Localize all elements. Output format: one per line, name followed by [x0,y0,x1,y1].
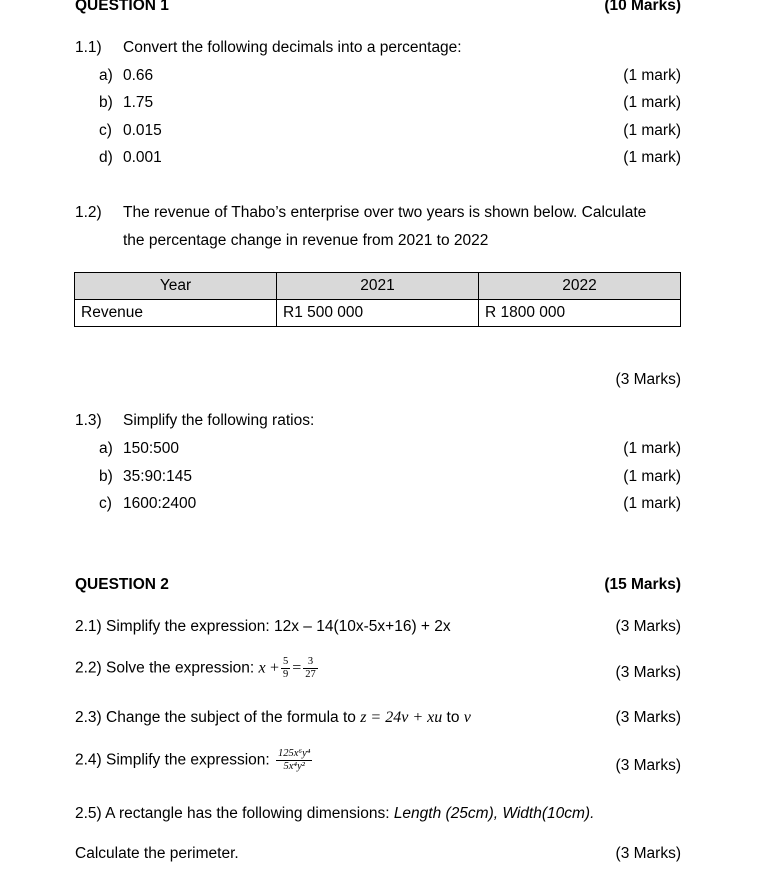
q2-5-text-line2: Calculate the perimeter. [75,845,239,862]
table-cell: R1 500 000 [277,300,479,327]
q1-3-item-letter: a) [99,440,113,457]
q1-3-item-mark: (1 mark) [623,495,681,512]
q1-1-item-value: 0.001 [123,149,162,166]
q1-3-text: Simplify the following ratios: [123,412,315,429]
q2-2-marks: (3 Marks) [615,664,681,681]
q2-2-line [75,656,320,681]
table-cell: R 1800 000 [479,300,681,327]
q1-3-item-mark: (1 mark) [623,440,681,457]
q1-3-item-letter: b) [99,468,113,485]
q2-3-text: 2.3) Change the subject of the formula to [75,709,361,726]
question-2-marks: (15 Marks) [604,576,681,593]
q1-1-item-mark: (1 mark) [623,122,681,139]
table-row [75,300,681,327]
q2-3-formula: z = 24v + xu [360,709,443,726]
q2-3-to: to [442,709,464,726]
q2-2-variable: x [258,659,266,677]
q2-2-text: 2.2) Solve the expression: [75,659,259,677]
q1-2-text-line1: The revenue of Thabo’s enterprise over two years is shown below. Calculate [123,204,647,221]
q2-1-text: 2.1) Simplify the expression: 12x – 14(10x-5x+16) + 2x [75,618,451,635]
q1-1-item-mark: (1 mark) [623,149,681,166]
revenue-table [74,272,681,327]
table-cell: Revenue [75,300,277,327]
q1-1-item-value: 0.66 [123,67,154,84]
q1-1-item-value: 1.75 [123,94,154,111]
q1-3-item-value: 35:90:145 [123,468,192,485]
fraction-numerator: 125x⁶y⁴ [278,748,311,759]
q1-1-text: Convert the following decimals into a percentage: [123,39,462,56]
q1-3-item-value: 150:500 [123,440,180,457]
q1-1-number: 1.1) [75,39,102,56]
fraction-numerator: 5 [282,656,289,667]
q1-1-item-letter: c) [99,122,112,139]
q1-2-text-line2: the percentage change in revenue from 2021 to 2022 [123,232,489,249]
q2-5-text: 2.5) A rectangle has the following dimensions: [75,805,394,822]
q1-1-item-value: 0.015 [123,122,162,139]
fraction-denominator: 5x⁴y² [283,761,305,772]
table-header-cell: 2021 [277,273,479,300]
table-header-cell: Year [75,273,277,300]
q1-1-item-mark: (1 mark) [623,67,681,84]
q1-2-marks: (3 Marks) [615,371,681,388]
q1-1-item-letter: d) [99,149,113,166]
fraction-denominator: 9 [282,669,289,680]
q2-4-text: 2.4) Simplify the expression: [75,751,275,769]
question-1-title: QUESTION 1 [75,0,169,14]
table-header-row [75,273,681,300]
q2-2-fraction-left [281,656,290,681]
q1-3-item-value: 1600:2400 [123,495,197,512]
q1-2-number: 1.2) [75,204,102,221]
q1-1-item-letter: b) [99,94,113,111]
q2-1-marks: (3 Marks) [615,618,681,635]
q1-3-number: 1.3) [75,412,102,429]
q2-4-marks: (3 Marks) [615,757,681,774]
q2-2-fraction-right [303,656,318,681]
q2-3-marks: (3 Marks) [615,709,681,726]
q1-3-item-mark: (1 mark) [623,468,681,485]
q2-2-equals: = [292,659,302,677]
q2-4-line [75,748,314,773]
q2-5-marks: (3 Marks) [615,845,681,862]
q2-2-plus: + [269,659,279,677]
q2-4-fraction [276,748,312,773]
q2-5-line [75,805,594,823]
question-2-title: QUESTION 2 [75,576,169,593]
question-1-marks: (10 Marks) [604,0,681,14]
q2-5-dimensions: Length (25cm), Width(10cm). [393,805,595,822]
table-header-cell: 2022 [479,273,681,300]
q1-3-item-letter: c) [99,495,112,512]
fraction-denominator: 27 [305,669,316,680]
q1-1-item-letter: a) [99,67,113,84]
q2-3-variable: v [463,709,471,726]
fraction-numerator: 3 [303,656,318,669]
q2-3-line [75,709,471,727]
q1-1-item-mark: (1 mark) [623,94,681,111]
